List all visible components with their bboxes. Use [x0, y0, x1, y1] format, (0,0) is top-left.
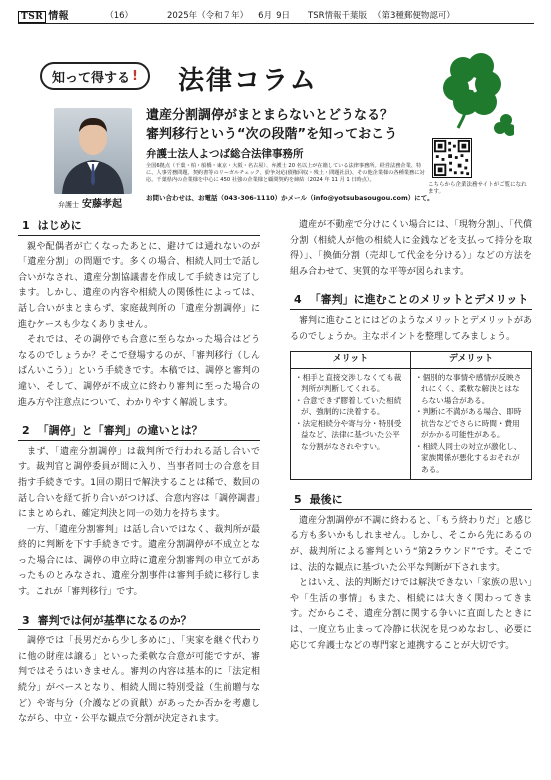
section-1-title — [18, 218, 260, 236]
section-1-paragraph-1: 親や配偶者が亡くなったあとに、避けては通れないのが「遺産分割」の問題です。多くの場合、相続人同士で話し合いがなされ、遺産分割協議書を作成して手続きは完了します。しかし、遺産の内容や相続人の関係性によっては、話し合いがまとまらず、家庭裁判所の「遺産分割調停」に進むケースも少なくありません。 — [18, 241, 260, 330]
firm-name: 弁護士法人よつば総合法律事務所 — [146, 148, 304, 160]
section-2-paragraph-1: まず、「遺産分割調停」は裁判所で行われる話し合いです。裁判官と調停委員が間に入り、当事者同士の合意を目指す手続きです。1回の期日で解決することは稀で、数回の話し合いを経て折り合いがつけば、合意内容は「調停調書」にまとめられ、確定判決と同一の効力を持ちます。 — [18, 446, 260, 520]
lawyer-role: 弁護士 — [58, 201, 79, 209]
qr-caption: こちらから企業法務サイトがご覧になれます。 — [428, 182, 527, 195]
portrait-illustration — [54, 108, 132, 194]
clover-icon — [436, 50, 514, 142]
section-4-paragraph-1: 審判に進むことにはどのようなメリットとデメリットがあるのでしょうか。主なポイントを整理してみましょう。 — [290, 315, 532, 342]
tsr-logo — [18, 7, 69, 23]
merit-item: ・ 法定相続分や寄与分・特別受益など、法律に基づいた公平な分割がなされやすい。 — [295, 418, 406, 453]
issue-day: 9日 — [276, 10, 290, 21]
section-heading: はじめに — [37, 219, 82, 232]
lawyer-portrait — [54, 108, 132, 194]
issue-year: 2025年（令和７年） — [167, 10, 249, 21]
merit-cell — [291, 369, 411, 480]
logo-rest: 情報 — [48, 10, 70, 22]
newspaper-header — [18, 8, 534, 24]
column-banner — [18, 30, 534, 210]
headline-line-1: 遺産分割調停がまとまらないとどうなる？ — [146, 108, 394, 123]
section-heading: 「調停」と「審判」の違いとは？ — [37, 424, 203, 438]
section-heading: 審判では何が基準になるのか？ — [37, 613, 192, 627]
demerit-item: ・ 個別的な事情や感情が反映されにくく、柔軟な解決とはならない場合がある。 — [415, 372, 527, 407]
section-number: 5 — [294, 493, 302, 507]
merit-item: ・ 相手と直接交渉しなくても裁判所が判断してくれる。 — [295, 372, 406, 395]
section-3-title — [18, 613, 260, 631]
badge-accent: ! — [132, 68, 138, 84]
left-column — [18, 218, 260, 728]
section-3-paragraph-2: 遺産が不動産で分けにくい場合には、「現物分割」、「代償分割（相続人が他の相続人に金銭などを支払って持分を取得）」、「換価分割（売却して代金を分ける）」などの方法を組み合わせて、実質的な平等が図られます。 — [290, 220, 532, 277]
section-2-paragraph-2: 一方、「遺産分割審判」は話し合いではなく、裁判所が最終的に判断を下す手続きです。遺産分割調停が不成立となった場合には、調停の申立時に遺産分割審判の申立てがあったものとみなされ、遺産分割事件は審判手続に移行します。これが「審判移行」です。 — [18, 524, 260, 598]
lawyer-name: 安藤孝起 — [82, 199, 122, 210]
section-5-paragraph-1: 遺産分割調停が不調に終わると、「もう終わりだ」と感じる方も多いかもしれません。しかし、そこから先にあるのが、裁判所による審判という“第2ラウンド”です。そこでは、法的な観点に基づいた公平な判断が下されます。 — [290, 515, 532, 573]
demerit-header: デメリット — [411, 352, 531, 369]
section-5-paragraph-2: とはいえ、法的判断だけでは解決できない「家族の思い」や「生活の事情」もまた、相続には大きく関わってきます。だからこそ、遺産分割に関する争いに直面したときには、一度立ち止まって冷静に状況を見つめなおし、必要に応じて弁護士などの専門家と連携することが大切です。 — [290, 578, 532, 651]
demerit-cell — [411, 369, 531, 480]
demerit-item: ・ 相続人同士の対立が激化し、家族関係が悪化するおそれがある。 — [415, 441, 527, 476]
lawyer-caption — [58, 195, 122, 210]
section-heading: 最後に — [309, 493, 343, 507]
section-1-paragraph-2: それでは、その調停でも合意に至らなかった場合はどうなるのでしょうか？そこで登場するのが、「審判移行（しんぱんいこう）」という手続きです。本稿では、調停と審判の違い、そして、調停が不成立に終わり審判に至った場合の進み方や注意点について、わかりやすく解説します。 — [18, 335, 260, 408]
contact-info: お問い合わせは、お電話（043-306-1110）かメール（info@yotsubasougou.com）にて。 — [146, 194, 434, 202]
issue-month: 6月 — [258, 10, 273, 21]
right-column — [290, 218, 532, 654]
section-heading: 「審判」に進むことのメリットとデメリット — [309, 293, 529, 307]
demerit-item: ・ 判断に不満がある場合、即時抗告などでさらに時間・費用がかかる可能性がある。 — [415, 406, 527, 441]
merit-demerit-table — [290, 351, 532, 480]
section-number: 4 — [294, 293, 302, 307]
section-number: 1 — [22, 219, 30, 232]
logo-box: TSR — [18, 11, 46, 23]
issue-number: （16） — [105, 10, 134, 21]
edition-name: TSR情報千葉版 — [308, 10, 367, 21]
column-title: 法律コラム — [178, 66, 318, 96]
column-badge — [40, 62, 150, 90]
section-number: 3 — [22, 613, 30, 627]
section-5-title — [290, 492, 532, 510]
badge-text: 知って得する — [52, 70, 131, 86]
merit-item: ・ 合意できず膠着していた相続が、強制的に決着する。 — [295, 395, 406, 418]
section-number: 2 — [22, 424, 30, 438]
firm-description: 全国6拠点（千葉・柏・船橋・東京・大阪・名古屋）、弁護士 20 名以上が在籍している法律事務所。経営法務企業、特に、人事労務問題、契約書等のリーガルチェック、紛争対応(債権回収・残土・問題社員)、その他企業様の各種業務に対応。千葉県内の企業様を中心に 450 社強の企業様と顧問契約を締結（2024 年 11 月 1 日時点）。 — [146, 163, 425, 183]
postal-permit: （第3種郵便物認可） — [373, 10, 455, 21]
section-3-paragraph-1: 調停では「長男だから少し多めに」、「実家を継ぐ代わりに他の財産は譲る」といった柔軟な合意が可能ですが、審判ではそうはいきません。審判の内容は基本的に「法定相続分」がベースとなり、相続人間に特別受益（生前贈与など）や寄与分（介護などの貢献）があったか否かを考慮しながら、中立・公平な観点で分割が決定されます。 — [18, 636, 260, 725]
qr-code-icon[interactable] — [432, 138, 472, 178]
merit-header: メリット — [291, 352, 411, 369]
section-2-title — [18, 423, 260, 441]
section-4-title — [290, 292, 532, 310]
headline-line-2: 審判移行という“次の段階”を知っておこう — [146, 127, 398, 142]
